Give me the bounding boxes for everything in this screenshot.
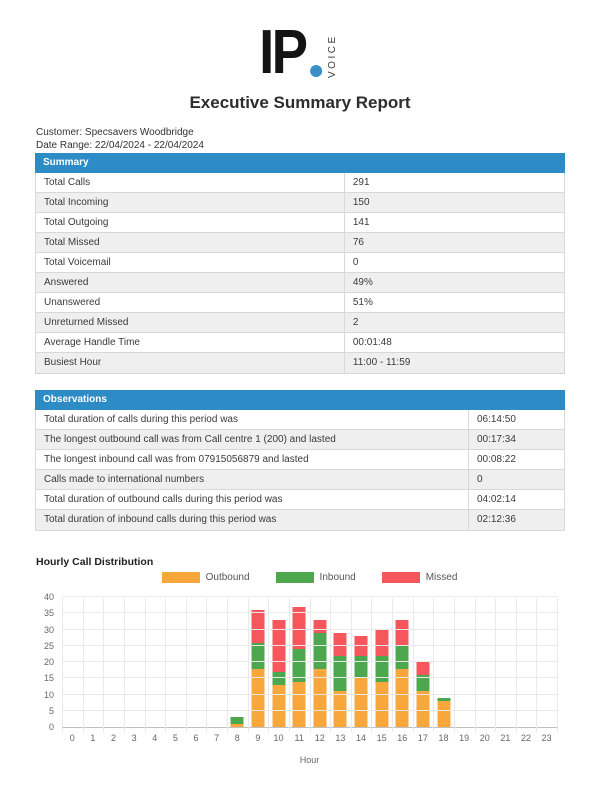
bar-segment-outbound-hour-10 — [272, 685, 285, 727]
x-tick-label: 6 — [193, 733, 199, 743]
table-row — [36, 510, 564, 530]
bar-segment-missed-hour-16 — [396, 620, 409, 646]
table-row — [36, 173, 564, 193]
row-value: 06:14:50 — [476, 414, 516, 425]
chart-column — [351, 598, 372, 727]
chart-column — [330, 598, 351, 727]
table-row — [36, 490, 564, 510]
chart-title: Hourly Call Distribution — [36, 556, 154, 568]
row-value: 51% — [352, 297, 373, 308]
chart-column — [83, 598, 104, 727]
legend-label-inbound: Inbound — [319, 572, 356, 583]
row-value: 02:12:36 — [476, 514, 516, 525]
gridline-vertical — [536, 598, 537, 732]
gridline-vertical — [413, 598, 414, 732]
chart-column — [165, 598, 186, 727]
gridline-vertical — [475, 598, 476, 732]
row-label: Answered — [36, 273, 345, 292]
chart-column — [433, 598, 454, 727]
table-row — [36, 430, 564, 450]
chart-column — [248, 598, 269, 727]
table-row — [36, 313, 564, 333]
table-row — [36, 213, 564, 233]
chart-column — [103, 598, 124, 727]
table-row — [36, 450, 564, 470]
chart-legend — [62, 572, 557, 583]
gridline-vertical — [289, 598, 290, 732]
row-value: 76 — [352, 237, 364, 248]
hourly-call-distribution-chart — [0, 556, 600, 786]
chart-column — [371, 598, 392, 727]
bar-segment-inbound-hour-14 — [355, 656, 368, 679]
x-tick-label: 5 — [172, 733, 178, 743]
gridline-vertical — [206, 598, 207, 732]
table-row — [36, 470, 564, 490]
row-value: 150 — [352, 197, 370, 208]
x-tick-label: 23 — [541, 733, 552, 743]
observations-table-body — [35, 410, 565, 531]
table-row — [36, 293, 564, 313]
row-value: 11:00 - 11:59 — [352, 357, 411, 368]
row-value: 00:01:48 — [352, 337, 392, 348]
x-tick-label: 18 — [438, 733, 449, 743]
row-label: Total Outgoing — [36, 213, 345, 232]
row-label: Total duration of inbound calls during this period was — [36, 510, 469, 530]
summary-header: Summary — [35, 153, 565, 173]
bar-segment-missed-hour-15 — [375, 630, 388, 656]
customer-line: Customer: Specsavers Woodbridge — [36, 127, 194, 138]
x-tick-label: 2 — [111, 733, 117, 743]
table-row — [36, 353, 564, 373]
row-label: The longest inbound call was from 07915056879 and lasted — [36, 450, 469, 469]
row-value: 00:08:22 — [476, 454, 516, 465]
chart-column — [206, 598, 227, 727]
chart-column — [495, 598, 516, 727]
x-tick-label: 8 — [234, 733, 240, 743]
table-row — [36, 193, 564, 213]
x-tick-label: 0 — [69, 733, 75, 743]
y-tick-label: 15 — [43, 673, 54, 684]
x-tick-label: 15 — [376, 733, 387, 743]
bar-stack-hour-8 — [231, 717, 244, 727]
x-tick-label: 3 — [131, 733, 137, 743]
chart-column — [124, 598, 145, 727]
bar-segment-inbound-hour-16 — [396, 646, 409, 669]
table-row — [36, 410, 564, 430]
gridline-vertical — [392, 598, 393, 732]
gridline-vertical — [516, 598, 517, 732]
table-row — [36, 333, 564, 353]
row-label: Total Calls — [36, 173, 345, 192]
bar-segment-outbound-hour-14 — [355, 678, 368, 727]
report-meta — [36, 126, 204, 152]
table-row — [36, 233, 564, 253]
y-tick-label: 40 — [43, 592, 54, 602]
observations-table — [35, 390, 565, 531]
legend-item-outbound — [162, 572, 250, 583]
y-tick-label: 5 — [48, 705, 54, 716]
page-title: Executive Summary Report — [189, 93, 411, 112]
x-tick-label: 13 — [335, 733, 346, 743]
x-tick-label: 7 — [214, 733, 220, 743]
gridline-vertical — [268, 598, 269, 732]
row-label: Busiest Hour — [36, 353, 345, 373]
gridline-vertical — [165, 598, 166, 732]
gridline-vertical — [310, 598, 311, 732]
row-value: 49% — [352, 277, 373, 288]
chart-column — [310, 598, 331, 727]
gridline-vertical — [227, 598, 228, 732]
gridline-vertical — [371, 598, 372, 732]
gridline-vertical — [433, 598, 434, 732]
gridline-vertical — [454, 598, 455, 732]
gridline-vertical — [145, 598, 146, 732]
chart-column — [186, 598, 207, 727]
row-label: The longest outbound call was from Call centre 1 (200) and lasted — [36, 430, 469, 449]
gridline-vertical — [248, 598, 249, 732]
y-tick-label: 35 — [43, 608, 54, 619]
x-tick-label: 22 — [521, 733, 532, 743]
row-value: 00:17:34 — [476, 434, 516, 445]
legend-swatch-outbound — [162, 572, 200, 583]
row-label: Total duration of outbound calls during this period was — [36, 490, 469, 509]
x-tick-label: 14 — [356, 733, 367, 743]
legend-label-outbound: Outbound — [205, 572, 250, 583]
chart-column — [227, 598, 248, 727]
table-row — [36, 253, 564, 273]
gridline-vertical — [186, 598, 187, 732]
chart-column — [413, 598, 434, 727]
bar-stack-hour-16 — [396, 620, 409, 727]
date-range-line: Date Range: 22/04/2024 - 22/04/2024 — [36, 140, 204, 151]
x-tick-label: 1 — [90, 733, 96, 743]
x-tick-label: 20 — [479, 733, 490, 743]
gridline-horizontal — [62, 596, 557, 597]
gridline-vertical — [124, 598, 125, 732]
bar-segment-outbound-hour-15 — [375, 682, 388, 728]
gridline-vertical — [495, 598, 496, 732]
bar-segment-outbound-hour-11 — [293, 682, 306, 728]
x-axis-labels — [62, 733, 557, 743]
row-label: Total Voicemail — [36, 253, 345, 272]
row-label: Total Incoming — [36, 193, 345, 212]
legend-swatch-inbound — [276, 572, 314, 583]
row-label: Total Missed — [36, 233, 345, 252]
gridline-vertical — [83, 598, 84, 732]
x-tick-label: 10 — [273, 733, 284, 743]
y-tick-label: 20 — [43, 657, 54, 667]
bar-segment-missed-hour-12 — [313, 620, 326, 633]
legend-item-inbound — [276, 572, 356, 583]
legend-label-missed: Missed — [425, 572, 458, 583]
gridline-vertical — [62, 598, 63, 732]
bar-segment-inbound-hour-10 — [272, 672, 285, 685]
logo-ip-text: IP — [259, 18, 306, 87]
bar-stack-hour-12 — [313, 620, 326, 727]
y-tick-label: 0 — [48, 722, 54, 732]
row-value: 0 — [352, 257, 359, 268]
chart-column — [289, 598, 310, 727]
logo-blue-dot-icon — [310, 65, 322, 77]
bar-segment-missed-hour-14 — [355, 636, 368, 656]
legend-swatch-missed — [382, 572, 420, 583]
y-tick-label: 10 — [43, 689, 54, 700]
row-label: Average Handle Time — [36, 333, 345, 352]
y-axis-labels — [26, 592, 54, 732]
bar-stack-hour-10 — [272, 620, 285, 727]
bar-stack-hour-18 — [437, 698, 450, 727]
x-tick-label: 9 — [255, 733, 261, 743]
chart-column — [392, 598, 413, 727]
chart-column — [145, 598, 166, 727]
x-tick-label: 19 — [459, 733, 470, 743]
chart-column — [268, 598, 289, 727]
summary-table-body — [35, 173, 565, 374]
bar-segment-missed-hour-9 — [251, 610, 264, 643]
x-tick-label: 16 — [397, 733, 408, 743]
observations-header: Observations — [35, 390, 565, 410]
chart-column — [62, 598, 83, 727]
x-axis-title: Hour — [299, 755, 320, 765]
row-label: Calls made to international numbers — [36, 470, 469, 489]
x-tick-label: 11 — [294, 733, 304, 743]
chart-column — [516, 598, 537, 727]
table-row — [36, 273, 564, 293]
chart-column — [536, 598, 557, 727]
x-tick-label: 12 — [314, 733, 325, 743]
row-value: 141 — [352, 217, 370, 228]
bar-stack-hour-17 — [416, 662, 429, 727]
chart-plot — [62, 598, 557, 728]
ipvoice-logo — [259, 18, 338, 87]
row-value: 04:02:14 — [476, 494, 516, 505]
summary-table — [35, 153, 565, 374]
gridline-vertical — [351, 598, 352, 732]
bar-segment-missed-hour-17 — [416, 662, 429, 675]
logo-voice-text: VOICE — [326, 34, 338, 78]
bar-segment-inbound-hour-9 — [251, 643, 264, 669]
bar-stack-hour-13 — [334, 633, 347, 727]
row-label: Unreturned Missed — [36, 313, 345, 332]
row-value: 2 — [352, 317, 359, 328]
y-tick-label: 30 — [43, 624, 54, 635]
chart-column — [454, 598, 475, 727]
legend-item-missed — [382, 572, 458, 583]
gridline-vertical — [557, 598, 558, 732]
row-value: 0 — [476, 474, 483, 485]
x-tick-label: 4 — [152, 733, 158, 743]
row-label: Unanswered — [36, 293, 345, 312]
chart-column — [475, 598, 496, 727]
bar-segment-inbound-hour-12 — [313, 633, 326, 669]
bar-segment-outbound-hour-8 — [231, 724, 244, 727]
y-tick-label: 25 — [43, 640, 54, 651]
row-value: 291 — [352, 177, 370, 188]
gridline-vertical — [330, 598, 331, 732]
gridline-vertical — [103, 598, 104, 732]
x-tick-label: 17 — [417, 733, 428, 743]
row-label: Total duration of calls during this period was — [36, 410, 469, 429]
bar-segment-outbound-hour-18 — [437, 701, 450, 727]
x-tick-label: 21 — [500, 733, 511, 743]
bar-stack-hour-14 — [355, 636, 368, 727]
